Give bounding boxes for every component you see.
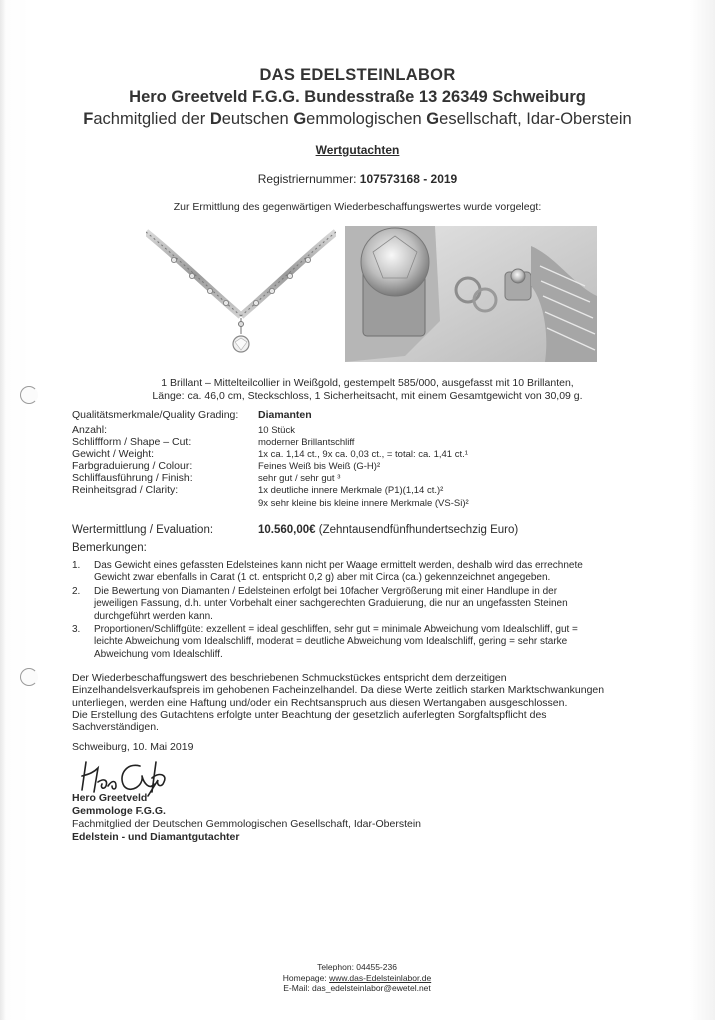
remark-line: Proportionen/Schliffgüte: exzellent = ideal geschliffen, sehr gut = minimale Abweichung vom Idealschliff, gut =: [94, 624, 578, 635]
statement-line: Einzelhandelsverkaufspreis im gehobenen Facheinzelhandel. Da diese Werte zeitlich starken Marktschwankungen: [72, 684, 605, 697]
footer-homepage-link[interactable]: www.das-Edelsteinlabor.de: [329, 972, 432, 983]
membership-text: eutschen: [221, 110, 294, 128]
grading-row-value: 1x deutliche innere Merkmale (P1)(1,14 ct.)²: [258, 485, 444, 496]
evaluation-value: [258, 524, 518, 536]
membership-initial: D: [209, 110, 222, 128]
remarks-heading: Bemerkungen:: [72, 542, 147, 554]
evaluation-words: (Zehntausendfünfhundertsechzig Euro): [318, 524, 519, 536]
membership-text: emmologischen: [306, 110, 427, 128]
grading-row-value: moderner Brillantschliff: [258, 437, 355, 448]
footer-homepage-label: Homepage:: [282, 972, 327, 983]
remark-line: leichte Abweichung vom Idealschliff, moderat = deutliche Abweichung vom Idealschliff, gering = sehr starke: [94, 636, 568, 648]
remark-item: [72, 586, 684, 623]
grading-row-value: 1x ca. 1,14 ct., 9x ca. 0,03 ct., = total: ca. 1,41 ct.¹: [258, 449, 468, 460]
grading-row-value: Feines Weiß bis Weiß (G-H)²: [258, 461, 381, 472]
grading-row-label: Schliffausführung / Finish:: [72, 472, 193, 484]
place-date: Schweiburg, 10. Mai 2019: [72, 741, 194, 753]
remark-line: Die Bewertung von Diamanten / Edelsteinen erfolgt bei 10facher Vergrößerung mit einer Handlupe in der: [94, 586, 558, 597]
punch-hole-top: [20, 386, 38, 404]
statement-line: Die Erstellung des Gutachtens erfolgte unter Beachtung der gesetzlich auferlegten Sorgfaltspflicht des: [72, 708, 547, 721]
registration-line: [0, 172, 715, 186]
remark-number: 2.: [72, 586, 81, 597]
grading-value: Diamanten: [258, 409, 312, 421]
item-description-line-1: 1 Brillant – Mittelteilcollier in Weißgold, gestempelt 585/000, ausgefasst mit 10 Brillanten,: [161, 377, 574, 389]
footer-email: E-Mail: das_edelsteinlabor@ewetel.net: [283, 983, 431, 993]
grading-row-label: Anzahl:: [72, 424, 108, 436]
remark-line: Abweichung vom Idealschliff.: [94, 648, 223, 660]
membership-initial: G: [293, 110, 307, 128]
grading-row-label: Schliffform / Shape – Cut:: [72, 436, 192, 448]
statement-line: unterliegen, werden eine Haftung und/oder ein Rechtsanspruch aus diesen Wertangaben ausgeschlossen.: [72, 696, 568, 709]
remark-number: 3.: [72, 624, 81, 635]
statement-line: Sachverständigen.: [72, 721, 159, 734]
remark-item: [72, 624, 684, 661]
remark-item: [72, 560, 684, 585]
grading-row-value: 10 Stück: [258, 425, 295, 436]
signer-title: Gemmologe F.G.G.: [72, 805, 166, 817]
evaluation-label: Wertermittlung / Evaluation:: [72, 524, 214, 536]
remark-number: 1.: [72, 560, 81, 571]
membership-line: [0, 110, 715, 129]
registration-label: Registriernummer:: [257, 172, 357, 186]
grading-row-label: Gewicht / Weight:: [72, 448, 155, 460]
clasp-detail-photo: [345, 226, 597, 362]
remark-line: Gewicht zwar ebenfalls in Carat (1 ct. entspricht 0,2 g) aber mit Circa (ca.) gekennzeichnet angegeben.: [94, 572, 551, 584]
footer-homepage-line: [257, 973, 457, 984]
company-address: Hero Greetveld F.G.G. Bundesstraße 13 26349 Schweiburg: [129, 88, 586, 106]
document-title: Wertgutachten: [315, 143, 400, 157]
item-description-line-2: Länge: ca. 46,0 cm, Steckschloss, 1 Sicherheitsacht, mit einem Gesamtgewicht von 30,09 g.: [152, 390, 583, 402]
grading-row-value: sehr gut / sehr gut ³: [258, 473, 341, 484]
membership-text: achmitglied der: [93, 110, 210, 128]
remark-line: jeweiligen Fassung, d.h. unter Vorbehalt einer sachgerechten Graduierung, die nur an ungefassten Steinen: [94, 598, 568, 610]
necklace-photo: [146, 226, 336, 358]
footer-phone: Telephon: 04455-236: [317, 962, 397, 972]
remark-line: durchgeführt werden kann.: [94, 610, 213, 622]
liability-statement: [72, 672, 682, 733]
company-name: DAS EDELSTEINLABOR: [259, 66, 456, 84]
grading-label: Qualitätsmerkmale/Quality Grading:: [72, 409, 239, 421]
grading-row-value: 9x sehr kleine bis kleine innere Merkmale (VS-Si)²: [258, 498, 469, 509]
signer-membership: Fachmitglied der Deutschen Gemmologischen Gesellschaft, Idar-Oberstein: [72, 818, 421, 830]
signer-name: Hero Greetveld: [72, 792, 148, 804]
signer-specialty: Edelstein - und Diamantgutachter: [72, 831, 240, 843]
intro-text: Zur Ermittlung des gegenwärtigen Wiederbeschaffungswertes wurde vorgelegt:: [173, 201, 542, 213]
statement-line: Der Wiederbeschaffungswert des beschriebenen Schmuckstückes entspricht dem derzeitigen: [72, 672, 507, 684]
remark-line: Das Gewicht eines gefassten Edelsteines kann nicht per Waage ermittelt werden, deshalb wird das errechnete: [94, 560, 583, 571]
grading-row-label: Reinheitsgrad / Clarity:: [72, 484, 179, 496]
registration-number: 107573168 - 2019: [359, 172, 458, 186]
grading-row-label: Farbgraduierung / Colour:: [72, 460, 193, 472]
footer-contact: [257, 962, 457, 994]
membership-text: esellschaft, Idar-Oberstein: [439, 110, 632, 128]
evaluation-amount: 10.560,00€: [258, 524, 316, 536]
membership-initial: F: [83, 110, 94, 128]
membership-initial: G: [426, 110, 440, 128]
punch-hole-bottom: [20, 668, 38, 686]
